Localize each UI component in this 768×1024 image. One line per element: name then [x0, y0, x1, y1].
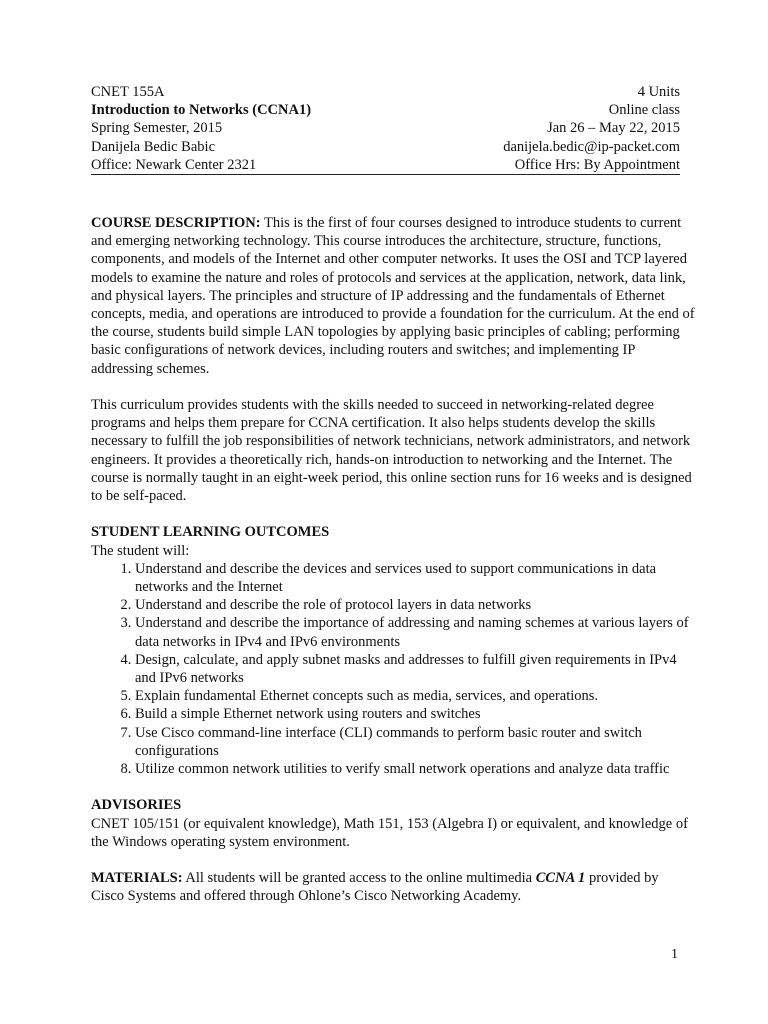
header-row	[91, 101, 680, 119]
curriculum-paragraph: This curriculum provides students with the skills needed to succeed in networking-related degree programs and helps them prepare for CCNA certification. It also helps students develop the skills necessary to fulfill the job responsibilities of network technicians, network administrators, and network engineers. It provides a theoretically rich, hands-on introduction to networking and the Internet. The course is normally taught in an eight-week period, this online section runs for 16 weeks and is designed to be self-paced.	[91, 397, 692, 505]
course-header	[91, 83, 680, 174]
course-units: 4 Units	[637, 84, 680, 100]
header-row	[91, 119, 680, 137]
materials-paragraph	[91, 869, 695, 905]
course-format: Online class	[608, 102, 680, 119]
course-description	[91, 214, 695, 378]
materials-course-name: CCNA 1	[535, 870, 586, 887]
course-dates: Jan 26 – May 22, 2015	[547, 120, 680, 137]
instructor-name: Danijela Bedic Babic	[91, 138, 216, 155]
list-item: 1. Understand and describe the devices and services used to support communications in data networks and the Internet	[135, 560, 695, 596]
outcomes-heading: STUDENT LEARNING OUTCOMES	[91, 524, 330, 541]
advisories-heading: ADVISORIES	[91, 797, 182, 814]
semester: Spring Semester, 2015	[91, 120, 223, 137]
header-row	[91, 83, 680, 101]
instructor-email[interactable]: danijela.bedic@ip-packet.com	[503, 138, 680, 155]
page-number: 1	[671, 947, 678, 962]
header-row	[91, 138, 680, 156]
list-item: 7. Use Cisco command-line interface (CLI) commands to perform basic router and switch configurations	[135, 724, 695, 760]
outcomes-list	[91, 560, 695, 778]
list-item: 5. Explain fundamental Ethernet concepts such as media, services, and operations.	[135, 687, 695, 705]
advisories-text: CNET 105/151 (or equivalent knowledge), Math 151, 153 (Algebra I) or equivalent, and knowledge of the Windows operating system environment.	[91, 815, 688, 850]
course-title: Introduction to Networks (CCNA1)	[91, 102, 312, 119]
list-item: 2. Understand and describe the role of protocol layers in data networks	[135, 596, 695, 614]
document-body	[91, 214, 695, 906]
course-code: CNET 155A	[91, 84, 165, 100]
list-item: 6. Build a simple Ethernet network using routers and switches	[135, 705, 695, 723]
list-item: 3. Understand and describe the importance of addressing and naming schemes at various layers of data networks in IPv4 and IPv6 environments	[135, 614, 695, 650]
materials-heading: MATERIALS:	[91, 870, 183, 887]
materials-text-before: All students will be granted access to the online multimedia	[182, 870, 536, 887]
course-description-text: This is the first of four courses designed to introduce students to current and emerging networking technology. This course introduces the architecture, structure, functions, components, and models of the Internet and other computer networks. It uses the OSI and TCP layered models to examine the nature and roles of protocols and services at the application, network, data link, and physical layers. The principles and structure of IP addressing and the fundamentals of Ethernet concepts, media, and operations are introduced to provide a foundation for the curriculum. At the end of the course, students build simple LAN topologies by applying basic principles of cabling; performing basic configurations of network devices, including routers and switches; and implementing IP addressing schemes.	[91, 215, 695, 377]
list-item: 4. Design, calculate, and apply subnet masks and addresses to fulfill given requirements in IPv4 and IPv6 networks	[135, 651, 695, 687]
course-description-heading: COURSE DESCRIPTION:	[91, 215, 261, 231]
outcomes-intro: The student will:	[91, 542, 190, 559]
office-hours: Office Hrs: By Appointment	[514, 156, 680, 173]
list-item: 8. Utilize common network utilities to verify small network operations and analyze data traffic	[135, 760, 695, 778]
header-row	[91, 156, 680, 174]
office-location: Office: Newark Center 2321	[91, 156, 257, 173]
materials-text-after: provided by Cisco Systems and offered through Ohlone’s Cisco Networking Academy.	[91, 870, 659, 905]
header-divider	[91, 174, 680, 175]
